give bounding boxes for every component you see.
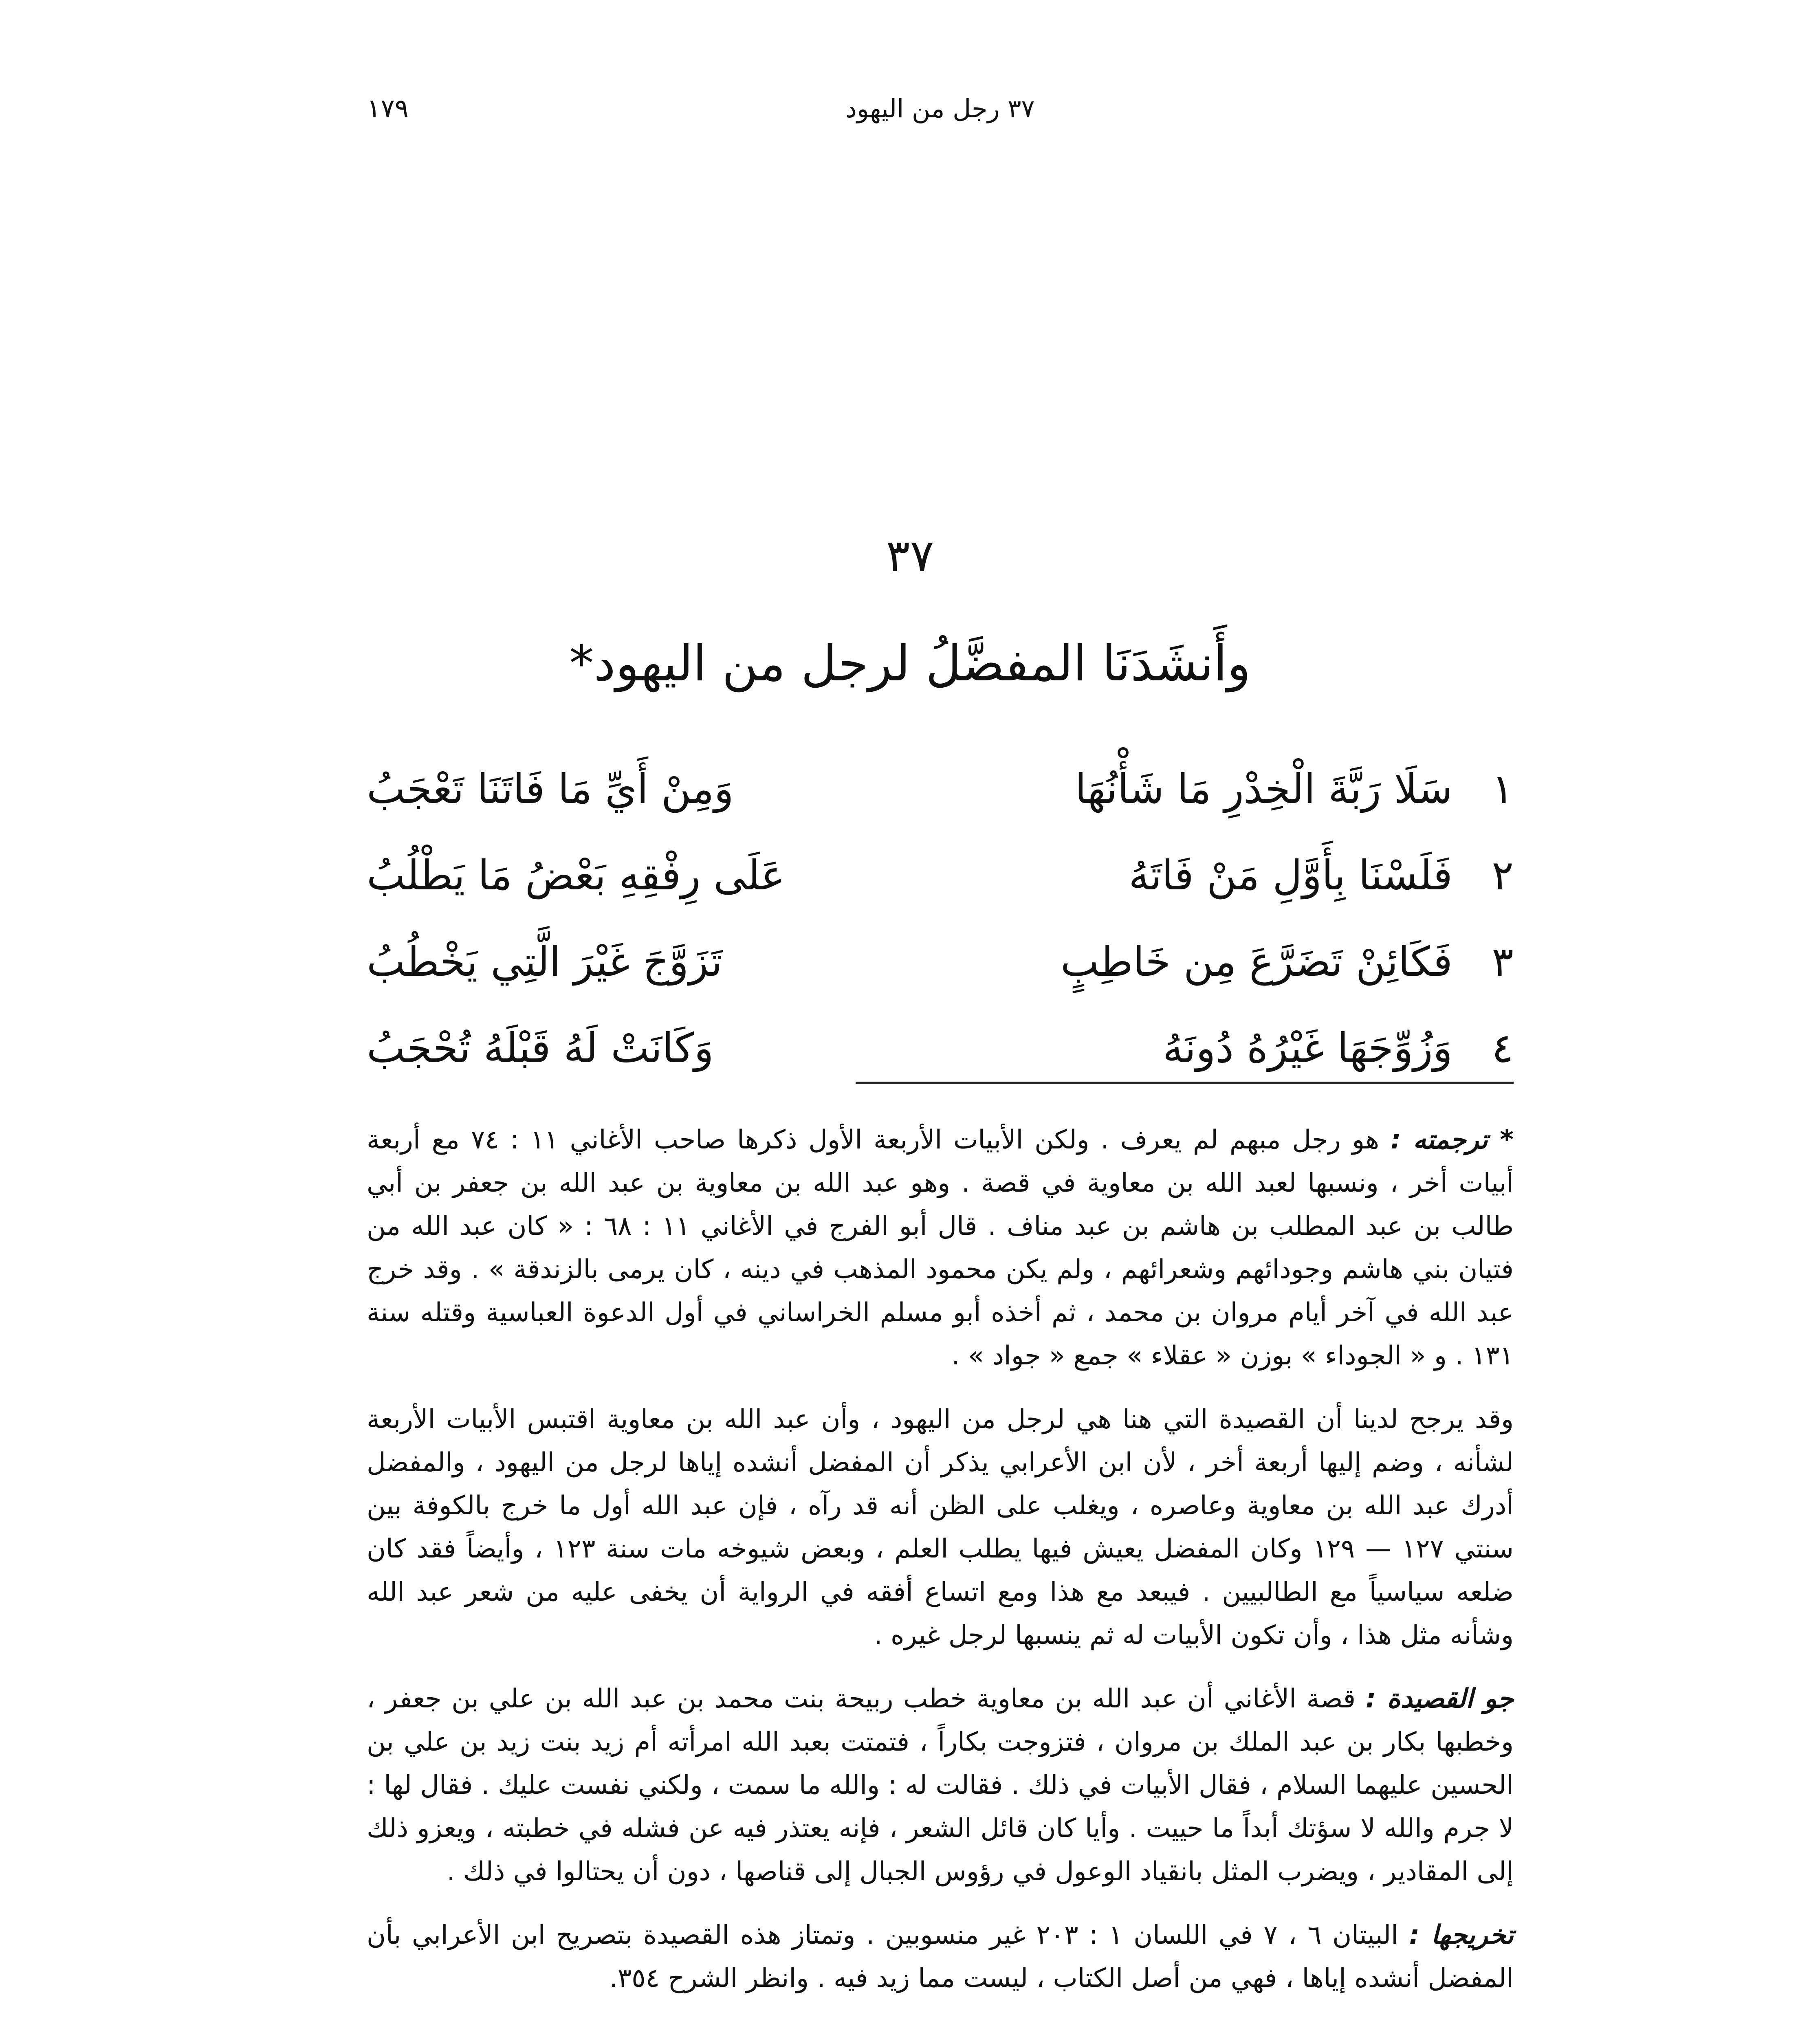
verse-number: ١ <box>1492 765 1514 813</box>
verse <box>367 918 1514 1005</box>
page-number: ١٧٩ <box>367 94 409 124</box>
note-text: هو رجل مبهم لم يعرف . ولكن الأبيات الأربعة الأول ذكرها صاحب الأغاني ١١ : ٧٤ مع أربعة أبيات أخر ، ونسبها لعبد الله بن معاوية في قصة . وهو عبد الله بن معاوية بن عبد الله بن جعفر بن أبي طالب بن عبد المطلب بن هاشم بن عبد مناف . قال أبو الفرج في الأغاني ١١ : ٦٨ : « كان عبد الله من فتيان بني هاشم وجودائهم وشعرائهم ، ولم يكن محمود المذهب في دينه ، كان يرمى بالزندقة » . وقد خرج عبد الله في آخر أيام مروان بن محمد ، ثم أخذه أبو مسلم الخراساني في أول الدعوة العباسية وقتله سنة ١٣١ . و « الجوداء » بوزن « عقلاء » جمع « جواد » . <box>367 1125 1514 1371</box>
verse-second-hemistich: تَزَوَّجَ غَيْرَ الَّتِي يَخْطُبُ <box>367 937 723 986</box>
verse-second-hemistich: وَمِنْ أَيِّ مَا فَاتَنَا تَعْجَبُ <box>367 765 734 813</box>
running-head <box>367 94 1514 143</box>
note-text: قصة الأغاني أن عبد الله بن معاوية خطب ربيحة بنت محمد بن عبد الله بن علي بن جعفر ، وخطبها بكار بن عبد الملك بن مروان ، فتزوجت بكاراً ، فتمتت بعبد الله امرأته أم زيد بنت زيد بن علي بن الحسين عليهما السلام ، فقال الأبيات في ذلك . فقالت له : والله ما سمت ، ولكني نفست عليك . فقال لها : لا جرم والله لا سؤتك أبداً ما حييت . وأيا كان قائل الشعر ، فإنه يعتذر فيه عن فشله في خطبته ، ويعزو ذلك إلى المقادير ، ويضرب المثل بانقياد الوعول في رؤوس الجبال إلى قناصها ، دون أن يحتالوا في ذلك . <box>367 1684 1514 1887</box>
verse <box>367 1005 1514 1091</box>
note-label: تخريجها : <box>1409 1920 1514 1950</box>
verse-first-hemistich: فَلَسْنَا بِأَوَّلِ مَنْ فَاتَهُ <box>1129 851 1452 899</box>
note-text: البيتان ٦ ، ٧ في اللسان ١ : ٢٠٣ غير منسوبين . وتمتاز هذه القصيدة بتصريح ابن الأعرابي بأن المفضل أنشده إياها ، فهي من أصل الكتاب ، ليست مما زيد فيه . وانظر الشرح ٣٥٤. <box>367 1920 1514 1993</box>
verses <box>367 746 1514 1091</box>
verse-number: ٤ <box>1492 1024 1514 1072</box>
verse-first-hemistich: وَزُوِّجَهَا غَيْرُهُ دُونَهُ <box>1162 1024 1452 1072</box>
running-title: ٣٧ رجل من اليهود <box>845 94 1035 123</box>
verse-first-hemistich: سَلَا رَبَّةَ الْخِدْرِ مَا شَأْنُهَا <box>1075 765 1452 813</box>
verse <box>367 832 1514 918</box>
verse-number: ٣ <box>1492 937 1514 986</box>
verse-first-hemistich: فَكَائِنْ تَضَرَّعَ مِن خَاطِبٍ <box>1061 937 1452 986</box>
note-discussion <box>367 1398 1514 1657</box>
footnote-divider <box>856 1082 1514 1084</box>
verse <box>367 746 1514 832</box>
verse-second-hemistich: عَلَى رِفْقِهِ بَعْضُ مَا يَطْلُبُ <box>367 851 786 899</box>
note-text: وقد يرجح لدينا أن القصيدة التي هنا هي لرجل من اليهود ، وأن عبد الله بن معاوية اقتبس الأبيات الأربعة لشأنه ، وضم إليها أربعة أخر ، لأن ابن الأعرابي يذكر أن المفضل أنشده إياها لرجل من اليهود ، والمفضل أدرك عبد الله بن معاوية وعاصره ، ويغلب على الظن أنه قد رآه ، فإن عبد الله أول ما خرج بالكوفة بين سنتي ١٢٧ — ١٢٩ وكان المفضل يعيش فيها يطلب العلم ، وبعض شيوخه مات سنة ١٢٣ ، وأيضاً فقد كان ضلعه سياسياً مع الطالبيين . فيبعد مع هذا ومع اتساع أفقه في الرواية أن يخفى عليه من شعر عبد الله وشأنه مثل هذا ، وأن تكون الأبيات له ثم ينسبها لرجل غيره . <box>367 1404 1514 1650</box>
note-label: جو القصيدة : <box>1365 1684 1514 1714</box>
footnotes <box>367 1118 1514 2020</box>
note-sources <box>367 1914 1514 2000</box>
poem-number: ٣٧ <box>886 530 934 582</box>
verse-second-hemistich: وَكَانَتْ لَهُ قَبْلَهُ تُحْجَبُ <box>367 1024 714 1072</box>
poem-title: وأَنشَدَنَا المفضَّلُ لرجل من اليهود* <box>569 636 1251 692</box>
note-context <box>367 1677 1514 1893</box>
note-biography <box>367 1118 1514 1377</box>
note-label: * ترجمته : <box>1391 1125 1514 1155</box>
verse-number: ٢ <box>1492 851 1514 899</box>
